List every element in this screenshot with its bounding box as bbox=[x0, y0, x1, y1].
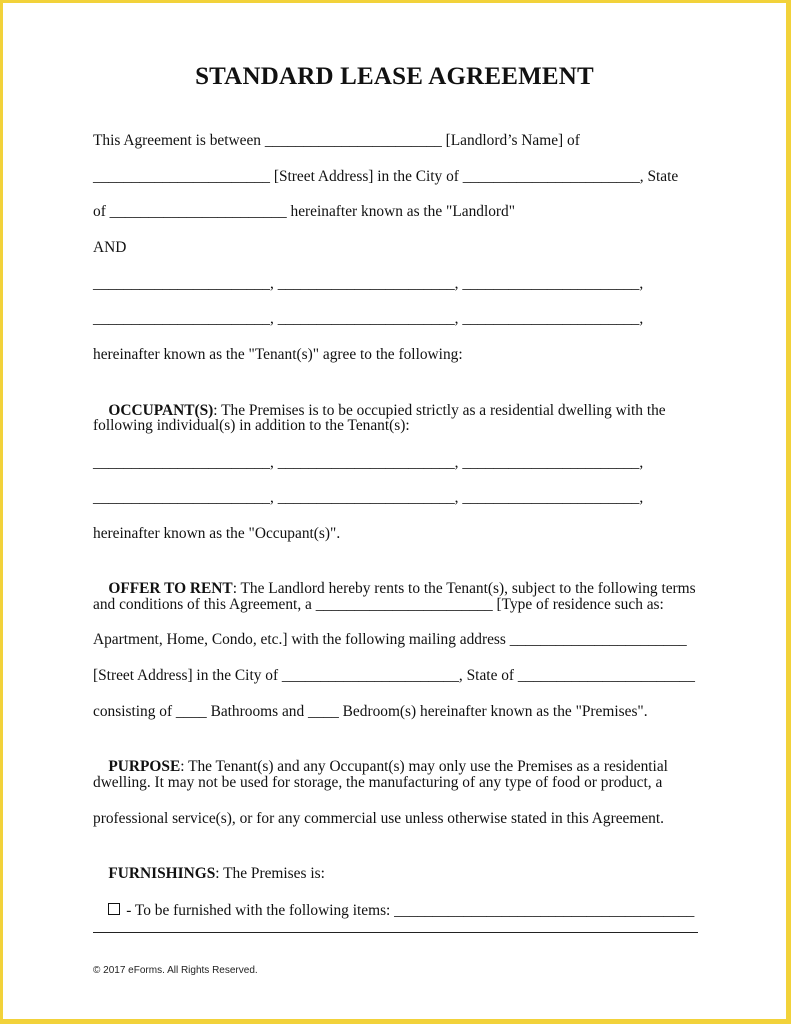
agreement-line-2: _______________________ [Street Address] in the City of _______________________, State bbox=[93, 168, 679, 185]
purpose-line-2: dwelling. It may not be used for storage, the manufacturing of any type of food or product, a bbox=[93, 774, 663, 791]
copyright-footer: © 2017 eForms. All Rights Reserved. bbox=[93, 965, 258, 976]
offer-line-2: and conditions of this Agreement, a _______________________ [Type of residence such as: bbox=[93, 596, 664, 613]
furnishings-heading: FURNISHINGS bbox=[108, 865, 216, 882]
occupant-blanks-line-2: _______________________, _______________________, _______________________, bbox=[93, 489, 644, 506]
offer-line-4: [Street Address] in the City of _______________________, State of _______________________ bbox=[93, 667, 695, 684]
purpose-text: : The Tenant(s) and any Occupant(s) may only use the Premises as a residential bbox=[180, 758, 668, 775]
furnished-checkbox[interactable] bbox=[108, 903, 120, 915]
occupants-text: : The Premises is to be occupied strictly as a residential dwelling with the bbox=[213, 402, 666, 419]
purpose-heading: PURPOSE bbox=[108, 758, 181, 775]
purpose-line-3: professional service(s), or for any commercial use unless otherwise stated in this Agreement. bbox=[93, 810, 664, 827]
offer-text: : The Landlord hereby rents to the Tenant(s), subject to the following terms bbox=[232, 580, 696, 597]
offer-heading: OFFER TO RENT bbox=[108, 580, 233, 597]
tenant-known-as-line: hereinafter known as the "Tenant(s)" agree to the following: bbox=[93, 346, 463, 363]
and-line: AND bbox=[93, 239, 127, 256]
occupant-blanks-line-1: _______________________, _______________________, _______________________, bbox=[93, 454, 644, 471]
document-title: STANDARD LEASE AGREEMENT bbox=[195, 63, 594, 90]
tenant-blanks-line-2: _______________________, _______________________, _______________________, bbox=[93, 310, 644, 327]
tenant-blanks-line-1: _______________________, _______________________, _______________________, bbox=[93, 275, 644, 292]
offer-line-3: Apartment, Home, Condo, etc.] with the following mailing address _______________________ bbox=[93, 631, 687, 648]
occupants-line-2: following individual(s) in addition to the Tenant(s): bbox=[93, 417, 410, 434]
offer-line-5: consisting of ____ Bathrooms and ____ Bedroom(s) hereinafter known as the "Premises". bbox=[93, 703, 648, 720]
occupant-known-as-line: hereinafter known as the "Occupant(s)". bbox=[93, 525, 341, 542]
document-page bbox=[3, 3, 786, 1019]
furnished-option-text: - To be furnished with the following items: _______________________________________ bbox=[122, 902, 695, 919]
occupants-heading: OCCUPANT(S) bbox=[108, 402, 214, 419]
agreement-line-1: This Agreement is between _______________________ [Landlord’s Name] of bbox=[93, 132, 580, 149]
blank-signature-rule bbox=[93, 932, 698, 933]
furnishings-text: : The Premises is: bbox=[215, 865, 325, 882]
agreement-line-3: of _______________________ hereinafter known as the "Landlord" bbox=[93, 203, 516, 220]
